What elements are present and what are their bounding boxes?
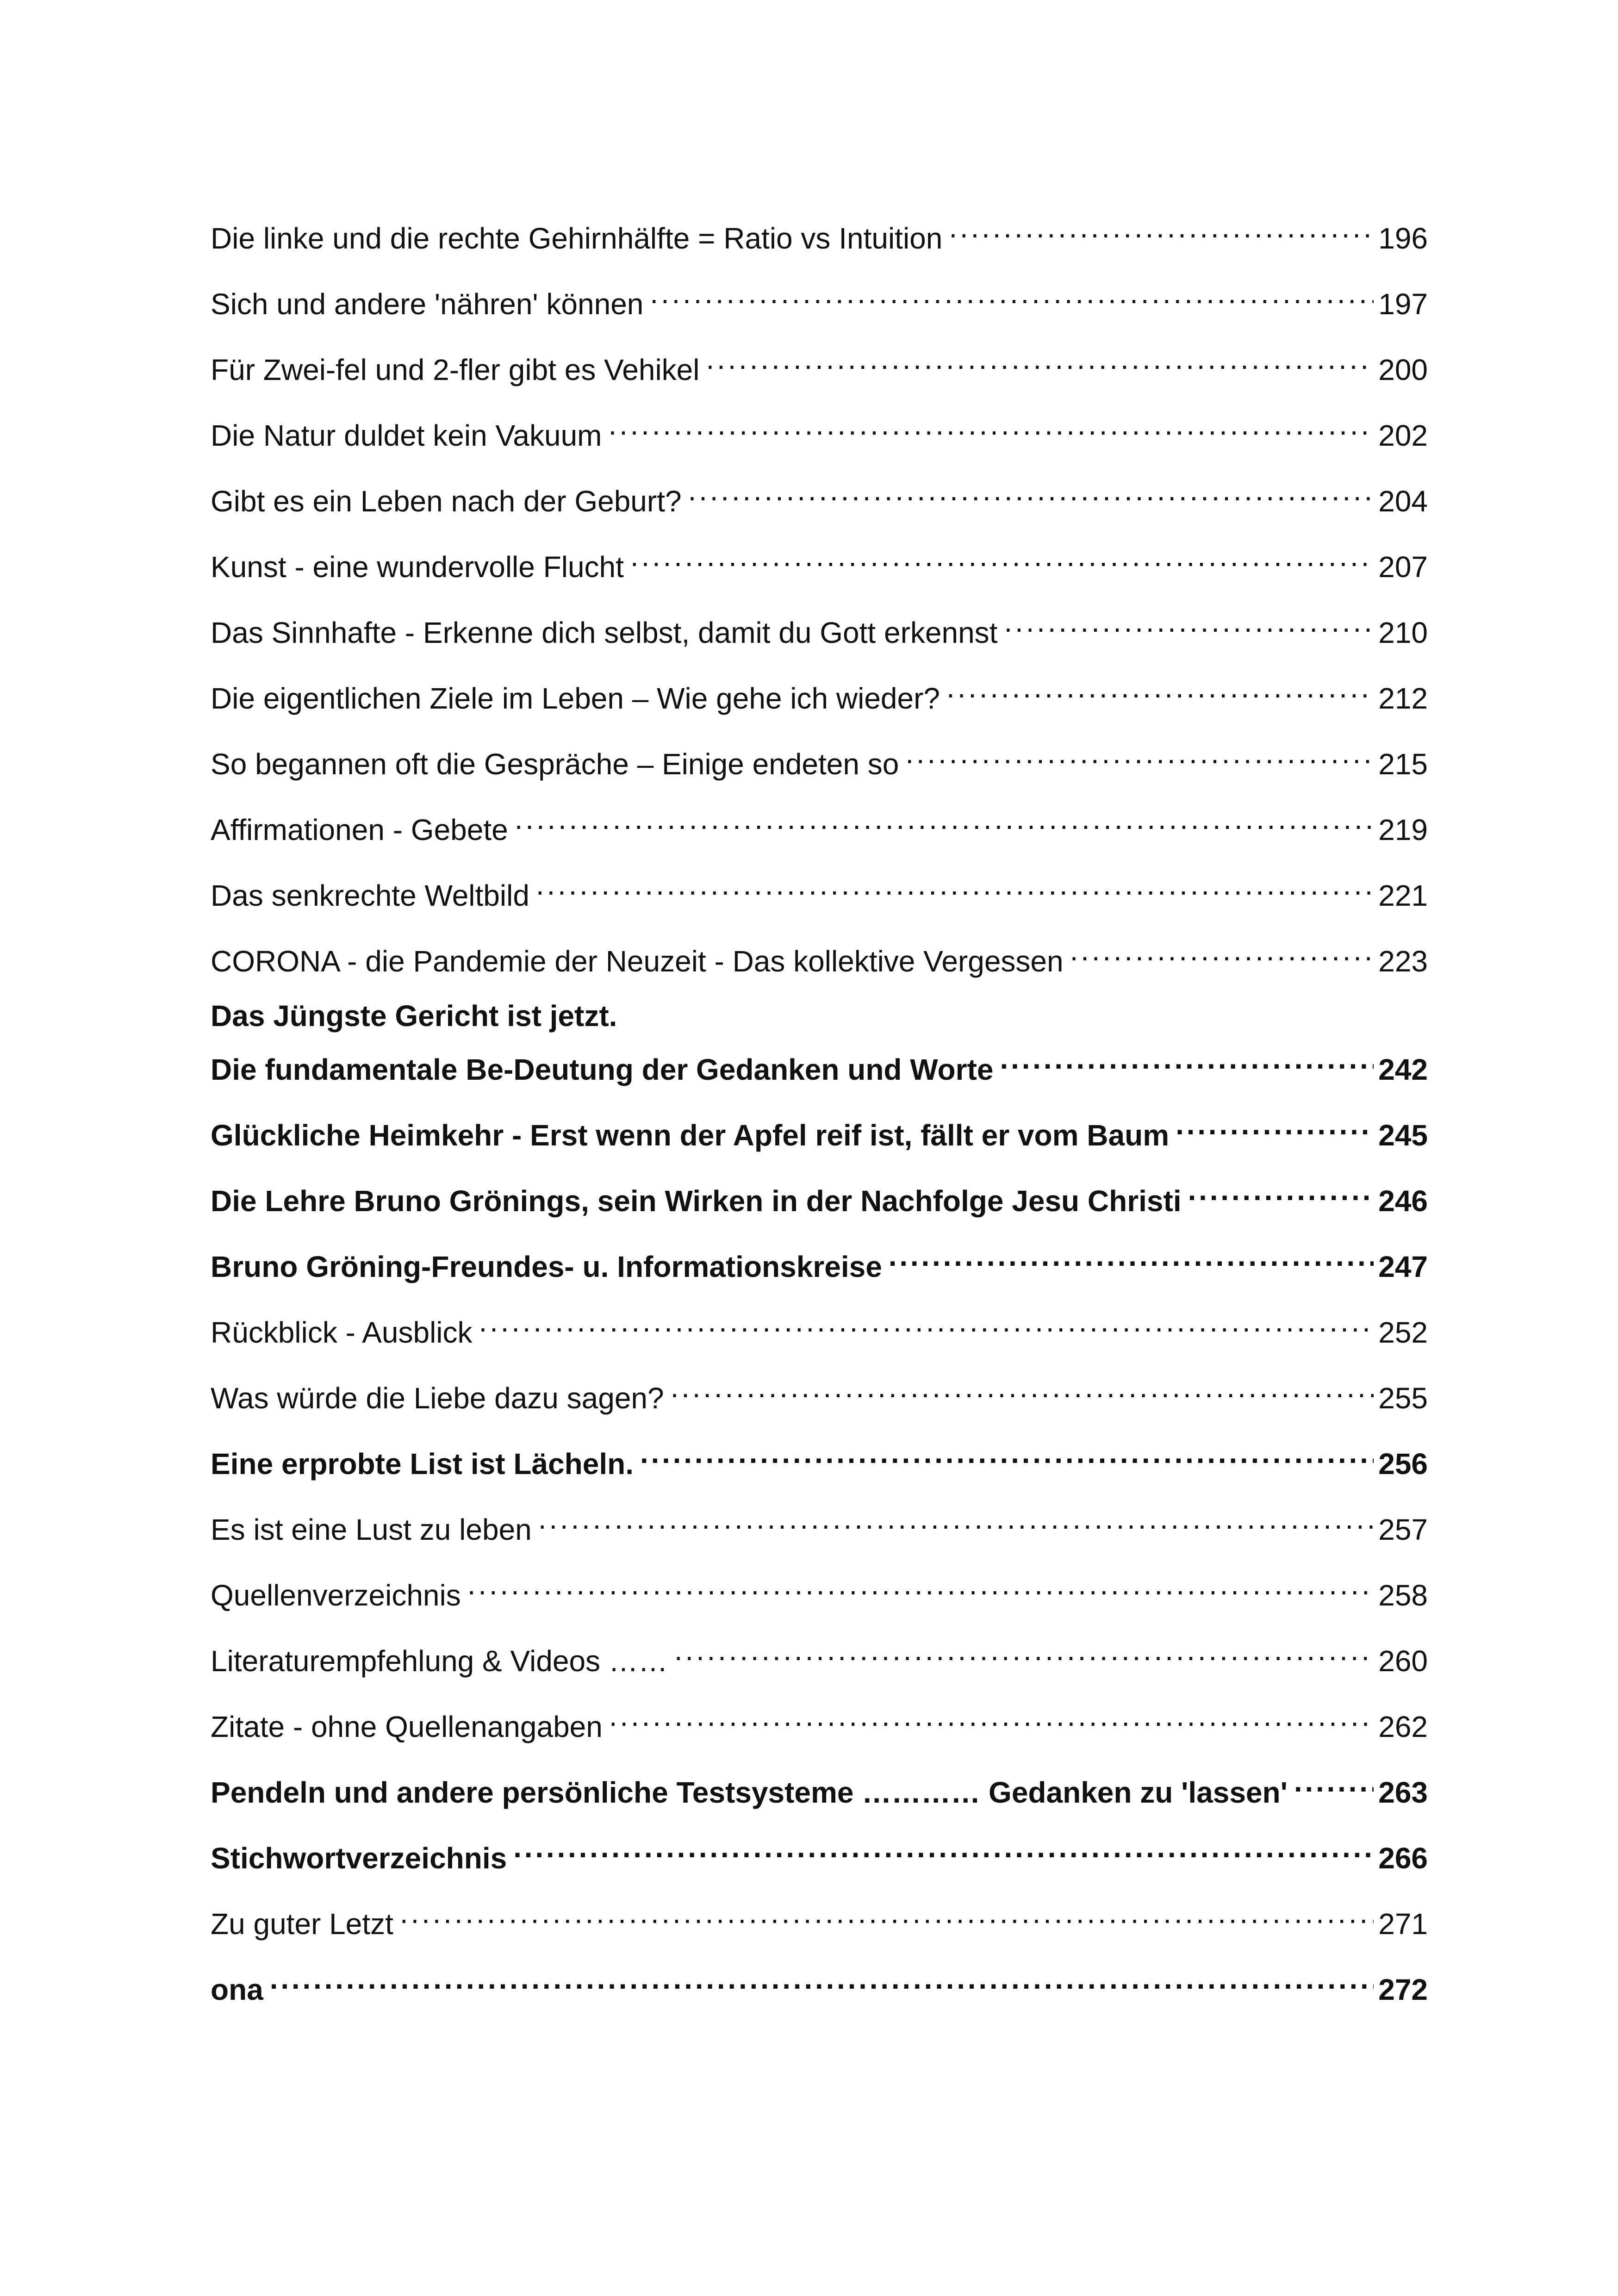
toc-entry-page: 221 bbox=[1378, 879, 1428, 912]
toc-entry bbox=[211, 337, 1428, 386]
toc-line bbox=[211, 797, 1428, 846]
toc-entry-title: Es ist eine Lust zu leben bbox=[211, 1513, 532, 1546]
toc-line bbox=[211, 1037, 1428, 1086]
toc-dot-leader bbox=[688, 469, 1374, 511]
toc-entry bbox=[211, 535, 1428, 584]
toc-entry-title: Rückblick - Ausblick bbox=[211, 1316, 473, 1349]
toc-entry-page: 212 bbox=[1378, 682, 1428, 715]
toc-line bbox=[211, 863, 1428, 912]
toc-entry bbox=[211, 1366, 1428, 1415]
toc-line bbox=[211, 1826, 1428, 1875]
toc-entry-title: Glückliche Heimkehr - Erst wenn der Apfel reif ist, fällt er vom Baum bbox=[211, 1119, 1170, 1152]
toc-dot-leader bbox=[538, 1497, 1374, 1540]
toc-entry-page: 197 bbox=[1378, 287, 1428, 321]
toc-entry-page: 257 bbox=[1378, 1513, 1428, 1546]
toc-dot-leader bbox=[513, 1826, 1374, 1868]
toc-dot-leader bbox=[270, 1957, 1374, 2000]
toc-dot-leader bbox=[1294, 1760, 1374, 1803]
toc-line bbox=[211, 535, 1428, 584]
toc-dot-leader bbox=[949, 206, 1374, 249]
toc-entry bbox=[211, 1694, 1428, 1743]
toc-dot-leader bbox=[479, 1300, 1374, 1343]
toc-entry bbox=[211, 1563, 1428, 1612]
toc-entry-title: Die Natur duldet kein Vakuum bbox=[211, 419, 602, 452]
toc-dot-leader bbox=[889, 1234, 1374, 1277]
toc-line bbox=[211, 1760, 1428, 1809]
toc-entry-page: 242 bbox=[1378, 1053, 1428, 1086]
toc-dot-leader bbox=[609, 1694, 1374, 1737]
toc-entry bbox=[211, 469, 1428, 518]
toc-entry bbox=[211, 1497, 1428, 1546]
table-of-contents bbox=[211, 206, 1428, 2023]
toc-dot-leader bbox=[1176, 1103, 1374, 1145]
toc-line bbox=[211, 600, 1428, 649]
toc-line bbox=[211, 1694, 1428, 1743]
toc-dot-leader bbox=[515, 797, 1374, 840]
toc-entry-page: 207 bbox=[1378, 550, 1428, 584]
toc-entry-title: Literaturempfehlung & Videos …… bbox=[211, 1644, 668, 1678]
toc-dot-leader bbox=[630, 535, 1374, 577]
toc-entry-title: Die linke und die rechte Gehirnhälfte = Ratio vs Intuition bbox=[211, 222, 943, 255]
toc-entry-title: Stichwortverzeichnis bbox=[211, 1842, 507, 1875]
toc-entry-title: So begannen oft die Gespräche – Einige endeten so bbox=[211, 747, 899, 781]
toc-entry bbox=[211, 1234, 1428, 1283]
toc-entry-title: Pendeln und andere persönliche Testsysteme ………… Gedanken zu 'lassen' bbox=[211, 1776, 1288, 1809]
toc-entry-page: 256 bbox=[1378, 1447, 1428, 1481]
toc-entry-page: 210 bbox=[1378, 616, 1428, 649]
toc-line bbox=[211, 1169, 1428, 1218]
toc-dot-leader bbox=[400, 1892, 1374, 1934]
toc-entry-page: 219 bbox=[1378, 813, 1428, 846]
toc-line bbox=[211, 666, 1428, 715]
toc-dot-leader bbox=[1188, 1169, 1374, 1211]
toc-entry-title: Bruno Gröning-Freundes- u. Informationskreise bbox=[211, 1250, 882, 1283]
toc-entry-title: ona bbox=[211, 1973, 263, 2006]
toc-entry-page: 255 bbox=[1378, 1381, 1428, 1415]
toc-entry-title: Zu guter Letzt bbox=[211, 1907, 393, 1941]
toc-entry bbox=[211, 995, 1428, 1086]
toc-dot-leader bbox=[674, 1629, 1374, 1671]
toc-entry-title: Das senkrechte Weltbild bbox=[211, 879, 529, 912]
toc-entry-page: 246 bbox=[1378, 1184, 1428, 1218]
toc-line bbox=[211, 1431, 1428, 1481]
toc-line bbox=[211, 1957, 1428, 2006]
toc-entry-page: 196 bbox=[1378, 222, 1428, 255]
toc-entry-page: 263 bbox=[1378, 1776, 1428, 1809]
toc-dot-leader bbox=[905, 732, 1374, 774]
toc-line bbox=[211, 1497, 1428, 1546]
toc-dot-leader bbox=[640, 1431, 1374, 1474]
toc-dot-leader bbox=[650, 272, 1374, 314]
toc-entry bbox=[211, 1892, 1428, 1941]
toc-entry-title: Die fundamentale Be-Deutung der Gedanken und Worte bbox=[211, 1053, 994, 1086]
toc-entry-title: Affirmationen - Gebete bbox=[211, 813, 508, 846]
toc-dot-leader bbox=[706, 337, 1374, 380]
toc-entry bbox=[211, 1760, 1428, 1809]
toc-entry-page: 262 bbox=[1378, 1710, 1428, 1743]
toc-entry bbox=[211, 1629, 1428, 1678]
toc-entry bbox=[211, 797, 1428, 846]
toc-line bbox=[211, 732, 1428, 781]
toc-entry-title: Kunst - eine wundervolle Flucht bbox=[211, 550, 624, 584]
toc-line bbox=[211, 1234, 1428, 1283]
toc-entry bbox=[211, 863, 1428, 912]
toc-entry-page: 266 bbox=[1378, 1842, 1428, 1875]
toc-entry-page: 258 bbox=[1378, 1579, 1428, 1612]
toc-entry-title: Gibt es ein Leben nach der Geburt? bbox=[211, 485, 682, 518]
toc-entry-title: Die Lehre Bruno Grönings, sein Wirken in der Nachfolge Jesu Christi bbox=[211, 1184, 1182, 1218]
toc-entry-page: 202 bbox=[1378, 419, 1428, 452]
toc-dot-leader bbox=[1004, 600, 1374, 643]
toc-line bbox=[211, 1629, 1428, 1678]
toc-entry bbox=[211, 600, 1428, 649]
toc-dot-leader bbox=[946, 666, 1374, 709]
toc-line bbox=[211, 995, 1428, 1037]
toc-entry bbox=[211, 272, 1428, 321]
toc-dot-leader bbox=[1000, 1037, 1374, 1080]
toc-entry bbox=[211, 1169, 1428, 1218]
toc-entry bbox=[211, 1826, 1428, 1875]
toc-line bbox=[211, 1563, 1428, 1612]
toc-entry bbox=[211, 929, 1428, 978]
toc-entry bbox=[211, 1431, 1428, 1481]
toc-entry bbox=[211, 206, 1428, 255]
toc-entry-page: 245 bbox=[1378, 1119, 1428, 1152]
toc-dot-leader bbox=[467, 1563, 1374, 1605]
toc-line bbox=[211, 929, 1428, 978]
toc-entry-title: Für Zwei-fel und 2-fler gibt es Vehikel bbox=[211, 353, 700, 386]
toc-entry bbox=[211, 732, 1428, 781]
toc-dot-leader bbox=[671, 1366, 1374, 1408]
toc-line bbox=[211, 1103, 1428, 1152]
toc-line bbox=[211, 403, 1428, 452]
toc-line bbox=[211, 1366, 1428, 1415]
toc-entry-title: Zitate - ohne Quellenangaben bbox=[211, 1710, 603, 1743]
toc-entry-title: Das Sinnhafte - Erkenne dich selbst, damit du Gott erkennst bbox=[211, 616, 998, 649]
toc-entry-page: 204 bbox=[1378, 485, 1428, 518]
toc-dot-leader bbox=[608, 403, 1374, 446]
toc-entry-page: 200 bbox=[1378, 353, 1428, 386]
toc-entry-title: CORONA - die Pandemie der Neuzeit - Das kollektive Vergessen bbox=[211, 945, 1064, 978]
toc-line bbox=[211, 1892, 1428, 1941]
toc-entry-page: 247 bbox=[1378, 1250, 1428, 1283]
toc-entry-page: 215 bbox=[1378, 747, 1428, 781]
toc-entry-page: 223 bbox=[1378, 945, 1428, 978]
toc-entry bbox=[211, 1957, 1428, 2006]
toc-entry bbox=[211, 1103, 1428, 1152]
toc-entry-title: Quellenverzeichnis bbox=[211, 1579, 461, 1612]
toc-entry bbox=[211, 403, 1428, 452]
toc-entry-title: Eine erprobte List ist Lächeln. bbox=[211, 1447, 634, 1481]
toc-entry-page: 271 bbox=[1378, 1907, 1428, 1941]
toc-line bbox=[211, 1300, 1428, 1349]
toc-entry-page: 272 bbox=[1378, 1973, 1428, 2006]
toc-entry-page: 252 bbox=[1378, 1316, 1428, 1349]
toc-entry-title: Sich und andere 'nähren' können bbox=[211, 287, 644, 321]
toc-entry-page: 260 bbox=[1378, 1644, 1428, 1678]
toc-dot-leader bbox=[536, 863, 1374, 906]
toc-entry bbox=[211, 666, 1428, 715]
toc-entry bbox=[211, 1300, 1428, 1349]
toc-dot-leader bbox=[1070, 929, 1374, 971]
toc-line bbox=[211, 337, 1428, 386]
toc-entry-title-line1: Das Jüngste Gericht ist jetzt. bbox=[211, 999, 617, 1033]
toc-entry-title: Die eigentlichen Ziele im Leben – Wie gehe ich wieder? bbox=[211, 682, 940, 715]
toc-line bbox=[211, 469, 1428, 518]
toc-line bbox=[211, 206, 1428, 255]
toc-entry-title: Was würde die Liebe dazu sagen? bbox=[211, 1381, 664, 1415]
toc-line bbox=[211, 272, 1428, 321]
